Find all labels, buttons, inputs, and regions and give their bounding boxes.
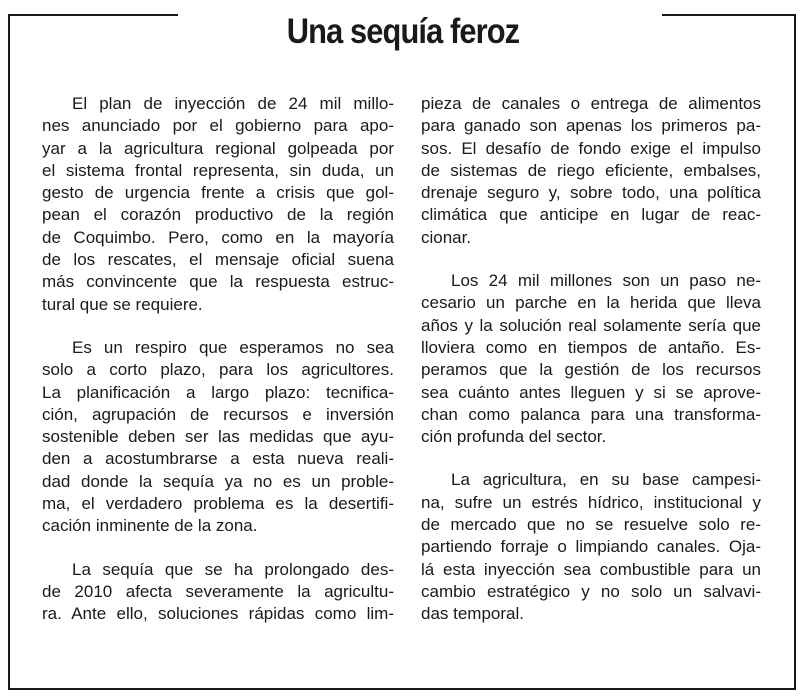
text-line: de 2010 afecta severamente la agricultu- xyxy=(42,581,394,601)
text-line: solo a corto plazo, para los agricultores. xyxy=(42,360,394,380)
text-line: cionar. xyxy=(421,227,472,247)
paragraph xyxy=(42,93,394,316)
text-line: das temporal. xyxy=(421,604,524,624)
paragraph-gap xyxy=(421,448,761,469)
text-line: La agricultura, en su base campesi- xyxy=(451,470,761,490)
text-line: peramos que la gestión de los recursos xyxy=(421,360,761,380)
text-line: chan como palanca para una transforma- xyxy=(421,404,761,424)
text-line: para ganado son apenas los primeros pa- xyxy=(421,116,761,136)
text-line: nes anunciado por el gobierno para apo- xyxy=(42,116,394,136)
text-line: ma, el verdadero problema es la desertifi- xyxy=(42,494,394,514)
text-line: de Coquimbo. Pero, como en la mayoría xyxy=(42,227,394,247)
text-line: sos. El desafío de fondo exige el impulso xyxy=(421,138,761,158)
text-line: sostenible deben ser las medidas que ayu- xyxy=(42,427,394,447)
text-line: El plan de inyección de 24 mil millo- xyxy=(72,94,394,113)
text-line: La planificación a largo plazo: tecnifica- xyxy=(42,382,394,402)
paragraph-gap xyxy=(42,316,394,337)
text-line: lloviera como en tiempos de antaño. Es- xyxy=(421,337,761,357)
text-line: sea cuánto antes lleguen y si se aprove- xyxy=(421,382,761,402)
text-line: climática que anticipe en lugar de reac- xyxy=(421,205,761,225)
text-line: Es un respiro que esperamos no sea xyxy=(72,337,394,357)
paragraph xyxy=(421,469,761,625)
article-title: Una sequía feroz xyxy=(286,12,520,51)
text-line: drenaje seguro y, sobre todo, una política xyxy=(421,183,761,203)
text-line: ción, agrupación de recursos e inversión xyxy=(42,404,394,424)
text-line: tural que se requiere. xyxy=(42,294,203,314)
text-line: cambio estratégico y no solo un salvavi- xyxy=(421,581,761,601)
text-line: cación inminente de la zona. xyxy=(42,516,258,536)
paragraph xyxy=(421,270,761,448)
text-line: partiendo forraje o limpiando canales. Oja- xyxy=(421,537,761,557)
text-line: más convincente que la respuesta estruc- xyxy=(42,272,394,292)
paragraph-gap xyxy=(42,538,394,559)
text-line: lá esta inyección sea combustible para un xyxy=(421,559,761,579)
text-line: de los rescates, el mensaje oficial suena xyxy=(42,250,394,270)
text-line: den a acostumbrarse a esta nueva reali- xyxy=(42,449,394,469)
text-line: dad donde la sequía ya no es un proble- xyxy=(42,471,394,491)
text-line: Los 24 mil millones son un paso ne- xyxy=(451,271,761,291)
text-line: pieza de canales o entrega de alimentos xyxy=(421,94,761,113)
article-column-left xyxy=(42,93,394,626)
text-line: años y la solución real solamente sería que xyxy=(421,315,761,335)
paragraph-gap xyxy=(421,249,761,270)
text-line: de sistemas de riego eficiente, embalses, xyxy=(421,160,761,180)
paragraph xyxy=(42,337,394,538)
text-line: La sequía que se ha prolongado des- xyxy=(72,559,394,579)
article-column-right xyxy=(421,93,761,626)
text-line: gesto de urgencia frente a crisis que gol- xyxy=(42,183,394,203)
text-line: na, sufre un estrés hídrico, institucional y xyxy=(421,492,761,512)
text-line: ción profunda del sector. xyxy=(421,427,607,447)
paragraph xyxy=(42,559,394,626)
text-line: cesario un parche en la herida que lleva xyxy=(421,293,761,313)
text-line: ra. Ante ello, soluciones rápidas como lim- xyxy=(42,604,394,624)
paragraph xyxy=(421,93,761,249)
text-line: yar a la agricultura regional golpeada por xyxy=(42,138,394,158)
text-line: el sistema frontal representa, sin duda, un xyxy=(42,160,394,180)
text-line: pean el corazón productivo de la región xyxy=(42,205,394,225)
text-line: de mercado que no se resuelve solo re- xyxy=(421,515,761,535)
